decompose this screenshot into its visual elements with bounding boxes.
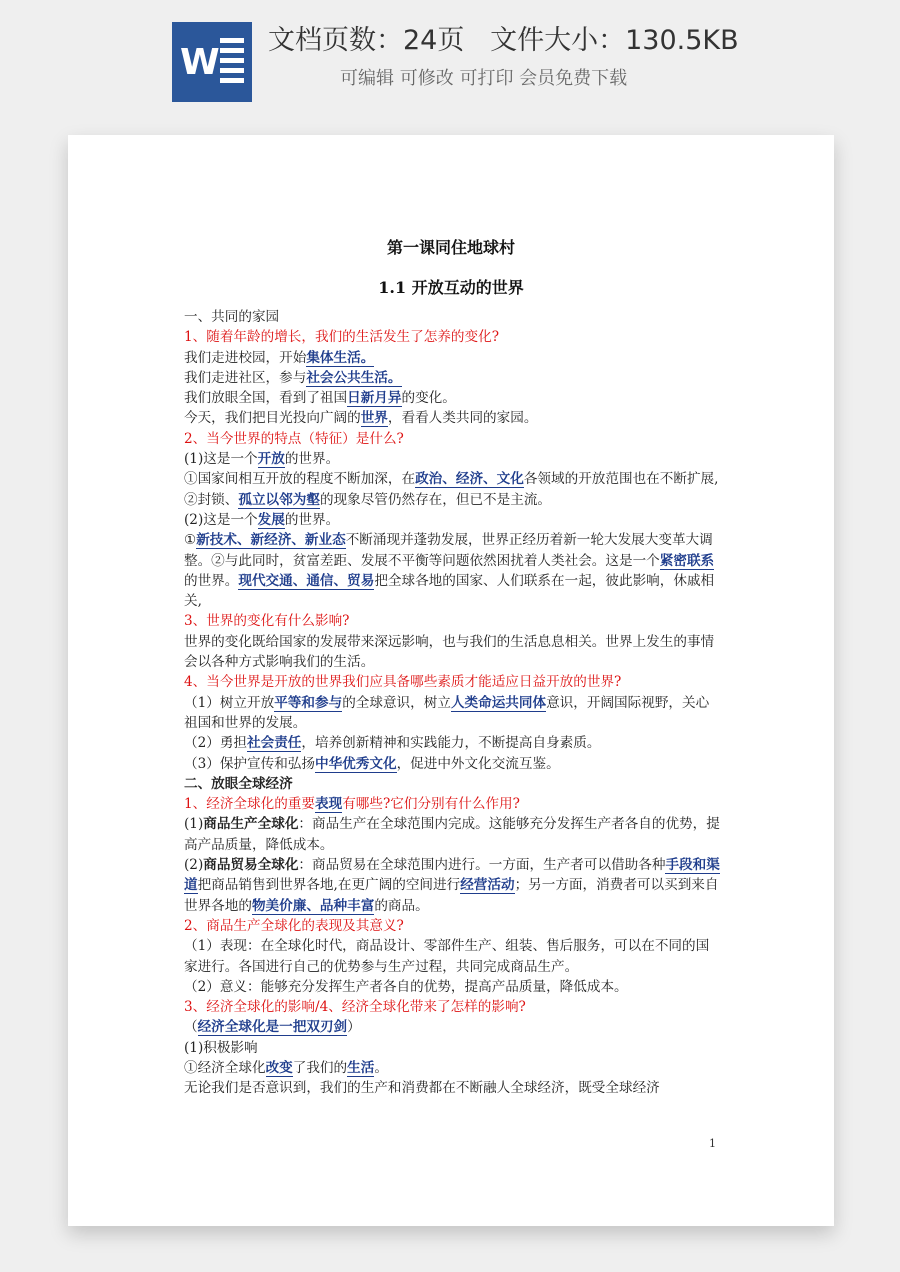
paragraph	[184, 348, 720, 368]
paragraph	[184, 469, 720, 489]
text-run: ）	[347, 1019, 361, 1036]
text-run: (1)这是一个	[184, 451, 258, 468]
text-run: 各领域的开放范围也在不断扩展,	[523, 471, 719, 488]
paragraph	[184, 814, 720, 855]
paragraph	[184, 632, 720, 673]
keyword-text: 集体生活。	[306, 349, 375, 366]
text-run: 意识，开阔国际视野，关心祖国和世界的发展。	[184, 694, 710, 731]
paragraph	[184, 916, 720, 936]
text-run: (1)	[184, 816, 204, 833]
text-run: ，看看人类共同的家园。	[387, 410, 538, 427]
download-banner	[0, 0, 900, 125]
paragraph	[184, 936, 720, 977]
paragraph	[184, 307, 720, 327]
paragraph	[184, 672, 720, 692]
banner-subtitle: 可编辑 可修改 可打印 会员免费下载	[340, 68, 628, 89]
keyword-text: 中华优秀文化	[315, 755, 397, 772]
heading-text: 商品生产全球化	[203, 816, 299, 833]
paragraph	[184, 611, 720, 631]
paragraph	[184, 1017, 720, 1037]
text-run: 我们走进校园，开始	[184, 349, 307, 366]
text-run: 世界的变化既给国家的发展带来深远影响，也与我们的生活息息相关。世界上发生的事情会以各种方式影响我们的生活。	[184, 633, 715, 671]
keyword-text: 生活	[347, 1059, 375, 1076]
document-body	[184, 307, 720, 1099]
text-run: 的全球意识，树立	[342, 694, 451, 711]
keyword-text: 政治、经济、文化	[415, 471, 524, 488]
keyword-text: 新技术、新经济、新业态	[196, 532, 346, 549]
text-run: （	[184, 1019, 198, 1036]
paragraph	[184, 449, 720, 469]
keyword-text: 世界	[360, 410, 388, 427]
text-run: ；另一方面，消费者可以买到来自世界各地的	[184, 877, 719, 914]
keyword-text: 发展	[257, 511, 285, 528]
keyword-text: 经济全球化是一把双刃剑	[197, 1019, 348, 1036]
text-run: 我们放眼全国，看到了祖国	[184, 390, 348, 407]
question-text: 3、世界的变化有什么影响?	[184, 613, 350, 630]
paragraph	[184, 510, 720, 530]
lesson-title: 第一课同住地球村	[386, 238, 515, 257]
text-run: ：商品生产在全球范围内完成。这能够充分发挥生产者各自的优势，提高产品质量，降低成本。	[184, 816, 720, 853]
section-title: 1.1 开放互动的世界	[378, 278, 524, 297]
paragraph	[184, 1078, 720, 1098]
paragraph	[184, 794, 720, 814]
text-run: （2）勇担	[184, 735, 248, 752]
keyword-text: 平等和参与	[274, 694, 343, 711]
paragraph	[184, 855, 720, 916]
text-run: (2)这是一个	[184, 511, 258, 528]
text-run: 的现象尽管仍然存在，但已不是主流。	[319, 491, 552, 508]
banner-title: 文档页数：24页 文件大小：130.5KB	[268, 25, 739, 56]
keyword-text: 经营活动	[460, 877, 515, 894]
keyword-text: 表现	[315, 796, 343, 813]
text-run: ①国家间相互开放的程度不断加深，在	[184, 471, 416, 488]
paragraph	[184, 327, 720, 347]
text-run: 不断涌现并蓬勃发展，世界正经历着新一轮大发展大变革大调整。②与此同时，贫富差距、发展不平衡等问题依然困扰着人类社会。这是一个	[184, 532, 713, 569]
text-run: 。	[374, 1059, 388, 1076]
text-run: （1）树立开放	[184, 694, 275, 711]
keyword-text: 改变	[265, 1059, 293, 1076]
text-run: 的变化。	[401, 390, 456, 407]
text-run: 的世界。	[284, 511, 340, 528]
question-text: 2、商品生产全球化的表现及其意义?	[184, 917, 404, 934]
keyword-text: 人类命运共同体	[450, 694, 547, 711]
document-page	[68, 135, 834, 1226]
page-number: 1	[709, 1137, 716, 1150]
keyword-text: 紧密联系	[659, 552, 715, 569]
paragraph	[184, 368, 720, 388]
text-run: 我们走进社区，参与	[184, 369, 307, 386]
paragraph	[184, 997, 720, 1017]
word-logo-letter: W	[180, 42, 220, 83]
paragraph	[184, 1058, 720, 1078]
question-text: 4、当今世界是开放的世界我们应具备哪些素质才能适应日益开放的世界?	[184, 674, 622, 691]
text-run: 把商品销售到世界各地,在更广阔的空间进行	[197, 877, 461, 894]
text-run: (1)积极影响	[184, 1039, 258, 1056]
heading-text: 商品贸易全球化	[203, 857, 299, 874]
paragraph	[184, 774, 720, 794]
paragraph	[184, 733, 720, 753]
question-text: 1、随着年龄的增长，我们的生活发生了怎养的变化?	[184, 329, 499, 346]
text-run: 的世界。	[184, 572, 239, 589]
paragraph	[184, 530, 720, 611]
text-run: 一、共同的家园	[184, 309, 280, 325]
keyword-text: 日新月异	[347, 390, 402, 407]
text-run: ②封锁、	[184, 491, 239, 508]
text-run: 的世界。	[284, 451, 340, 468]
heading-text: 二、放眼全球经济	[184, 775, 293, 792]
word-icon	[172, 22, 252, 102]
keyword-text: 孤立以邻为壑	[238, 491, 320, 508]
text-run: ①经济全球化	[184, 1059, 266, 1076]
paragraph	[184, 490, 720, 510]
text-run: 把全球各地的国家、人们联系在一起，彼此影响，休戚相关,	[184, 572, 715, 610]
paragraph	[184, 1038, 720, 1058]
keyword-text: 现代交通、通信、贸易	[238, 572, 375, 589]
text-run: （3）保护宣传和弘扬	[184, 755, 315, 772]
text-run: 的商品。	[374, 897, 429, 914]
keyword-text: 社会责任	[247, 735, 302, 752]
question-text: 3、经济全球化的影响/4、经济全球化带来了怎样的影响?	[184, 999, 526, 1016]
keyword-text: 社会公共生活。	[306, 369, 402, 386]
text-run: 今天，我们把目光投向广阔的	[184, 410, 361, 427]
paragraph	[184, 429, 720, 449]
text-run: 无论我们是否意识到，我们的生产和消费都在不断融人全球经济，既受全球经济	[184, 1080, 660, 1097]
paragraph	[184, 408, 720, 428]
question-text: 有哪些?它们分别有什么作用?	[342, 796, 520, 813]
paragraph	[184, 754, 720, 774]
paragraph	[184, 388, 720, 408]
paragraph	[184, 693, 720, 734]
text-run: ，促进中外文化交流互鉴。	[396, 755, 560, 772]
text-run: （2）意义：能够充分发挥生产者各自的优势，提高产品质量，降低成本。	[184, 978, 628, 995]
paragraph	[184, 977, 720, 997]
text-run: (2)	[184, 857, 204, 874]
text-run: ，培养创新精神和实践能力，不断提高自身素质。	[301, 735, 601, 752]
question-text: 2、当今世界的特点（特征）是什么?	[184, 430, 404, 447]
keyword-text: 开放	[257, 451, 285, 468]
keyword-text: 物美价廉、品种丰富	[251, 897, 375, 914]
text-run: ：商品贸易在全球范围内进行。一方面，生产者可以借助各种	[298, 857, 666, 874]
keyword-text: 手段和渠道	[184, 857, 720, 894]
text-run: ①	[184, 532, 197, 549]
text-run: 了我们的	[292, 1059, 348, 1076]
text-run: （1）表现：在全球化时代，商品设计、零部件生产、组装、售后服务，可以在不同的国家进行。各国进行自己的优势参与生产过程，共同完成商品生产。	[184, 938, 710, 975]
question-text: 1、经济全球化的重要	[184, 796, 315, 813]
